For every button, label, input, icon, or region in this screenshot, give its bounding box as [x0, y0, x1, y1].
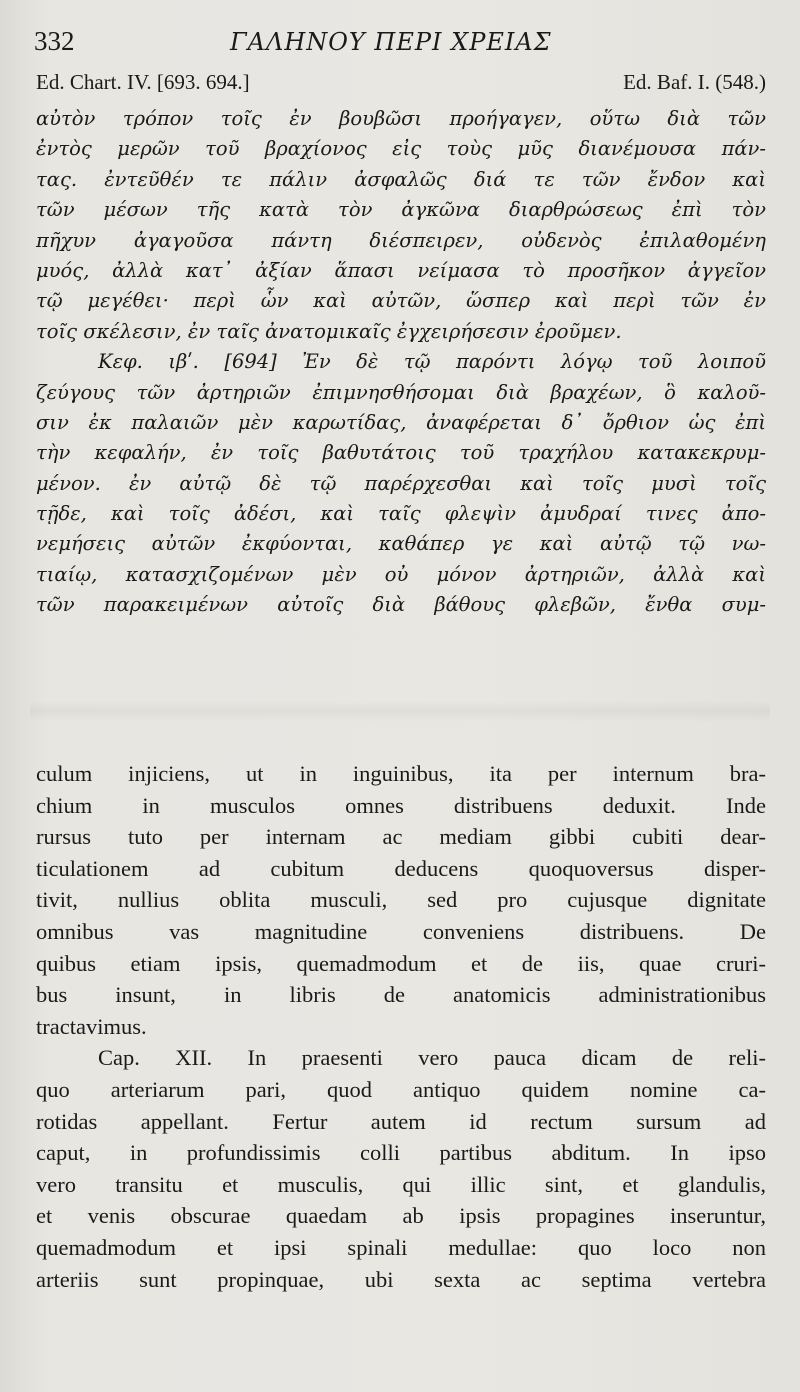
text-line: τῇδε, καὶ τοῖς ἀδέσι, καὶ ταῖς φλεψὶν ἀμυδραί τινες ἀπο- — [36, 502, 766, 526]
latin-text-block — [36, 758, 766, 1295]
running-title: ΓΑΛΗΝΟΥ ΠΕΡΙ ΧΡΕΙΑΣ — [230, 28, 552, 56]
text-line: τιαίῳ, κατασχιζομένων μὲν οὐ μόνον ἀρτηριῶν, ἀλλὰ καὶ — [36, 562, 766, 586]
edition-right: Ed. Baf. I. (548.) — [623, 70, 766, 94]
page-number: 332 — [34, 26, 75, 56]
chapter-heading-line: Cap. XII. In praesenti vero pauca dicam de reli- — [98, 1045, 766, 1071]
text-line: ἐντὸς μερῶν τοῦ βραχίονος εἰς τοὺς μῦς διανέμουσα πάν- — [36, 137, 766, 161]
text-line: rursus tuto per internam ac mediam gibbi cubiti dear- — [36, 824, 766, 850]
text-line: arteriis sunt propinquae, ubi sexta ac septima vertebra — [36, 1266, 766, 1292]
text-line: τῷ μεγέθει· περὶ ὧν καὶ αὐτῶν, ὥσπερ καὶ περὶ τῶν ἐν — [36, 289, 766, 313]
text-line: rotidas appellant. Fertur autem id rectum sursum ad — [36, 1108, 766, 1134]
text-line: τῶν μέσων τῆς κατὰ τὸν ἀγκῶνα διαρθρώσεως ἐπὶ τὸν — [36, 198, 766, 222]
text-line: αὐτὸν τρόπον τοῖς ἐν βουβῶσι προήγαγεν, οὕτω διὰ τῶν — [36, 107, 766, 130]
text-line: τας. ἐντεῦθέν τε πάλιν ἀσφαλῶς διά τε τῶν ἔνδον καὶ — [36, 167, 766, 191]
text-line: tractavimus. — [36, 1013, 147, 1039]
chapter-heading-line: Κεφ. ιβʹ. [694] Ἐν δὲ τῷ παρόντι λόγῳ τοῦ λοιποῦ — [98, 350, 766, 374]
text-line: τὴν κεφαλήν, ἐν τοῖς βαθυτάτοις τοῦ τραχήλου κατακεκρυμ- — [36, 441, 766, 465]
text-line: omnibus vas magnitudine conveniens distribuens. De — [36, 918, 766, 944]
text-line: ticulationem ad cubitum deducens quoquoversus disper- — [36, 855, 766, 881]
text-line: bus insunt, in libris de anatomicis administrationibus — [36, 982, 766, 1008]
bleed-through-strip — [30, 700, 770, 722]
text-line: σιν ἐκ παλαιῶν μὲν καρωτίδας, ἀναφέρεται δ᾽ ὄρθιον ὡς ἐπὶ — [36, 410, 766, 434]
text-line: quibus etiam ipsis, quemadmodum et de iis, quae cruri- — [36, 950, 766, 976]
text-line: quo arteriarum pari, quod antiquo quidem nomine ca- — [36, 1076, 766, 1102]
text-line: μυός, ἀλλὰ κατ᾽ ἀξίαν ἅπασι νείμασα τὸ προσῆκον ἀγγεῖον — [36, 258, 766, 282]
edition-reference — [36, 70, 766, 100]
text-line: quemadmodum et ipsi spinali medullae: quo loco non — [36, 1234, 766, 1260]
text-line: τῶν παρακειμένων αὐτοῖς διὰ βάθους φλεβῶν, ἔνθα συμ- — [36, 593, 766, 617]
text-line: caput, in profundissimis colli partibus abditum. In ipso — [36, 1140, 766, 1166]
text-line: τοῖς σκέλεσιν, ἐν ταῖς ἀνατομικαῖς ἐγχειρήσεσιν ἐροῦμεν. — [36, 319, 622, 343]
text-line: vero transitu et musculis, qui illic sint, et glandulis, — [36, 1171, 766, 1197]
text-line: culum injiciens, ut in inguinibus, ita per internum bra- — [36, 761, 766, 786]
text-line: et venis obscurae quaedam ab ipsis propagines inseruntur, — [36, 1203, 766, 1229]
greek-text-block — [36, 104, 766, 621]
text-line: chium in musculos omnes distribuens deduxit. Inde — [36, 792, 766, 818]
text-line: tivit, nullius oblita musculi, sed pro cujusque dignitate — [36, 887, 766, 913]
text-line: ζεύγους τῶν ἀρτηριῶν ἐπιμνησθήσομαι διὰ βραχέων, ὃ καλοῦ- — [36, 380, 766, 404]
page-header — [34, 26, 774, 66]
text-line: νεμήσεις αὐτῶν ἐκφύονται, καθάπερ γε καὶ αὐτῷ τῷ νω- — [36, 532, 766, 556]
text-line: μένον. ἐν αὐτῷ δὲ τῷ παρέρχεσθαι καὶ τοῖς μυσὶ τοῖς — [36, 471, 766, 495]
edition-left: Ed. Chart. IV. [693. 694.] — [36, 70, 250, 94]
text-line: πῆχυν ἀγαγοῦσα πάντη διέσπειρεν, οὐδενὸς ἐπιλαθομένη — [36, 228, 766, 252]
